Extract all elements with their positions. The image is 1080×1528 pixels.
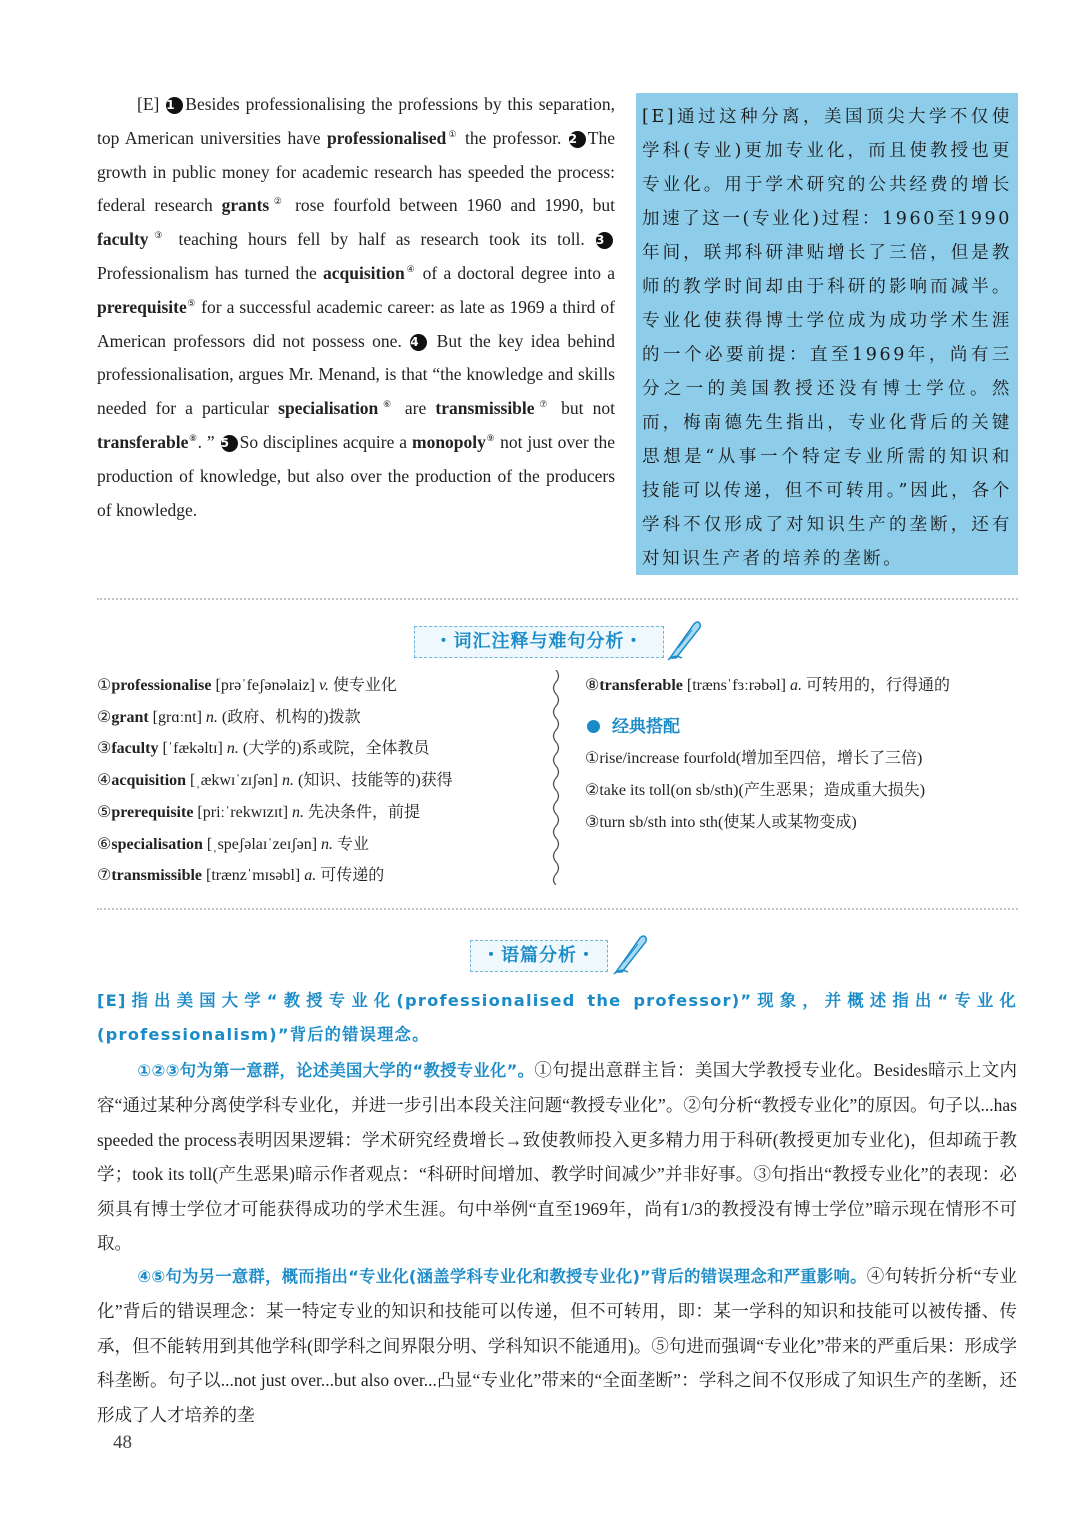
passage-text: So disciplines acquire a bbox=[239, 431, 408, 452]
wavy-divider bbox=[549, 670, 563, 885]
annotation-mark: ③ bbox=[148, 230, 169, 241]
vocab-item bbox=[97, 797, 547, 829]
vocab-number: ⑧ bbox=[585, 677, 600, 694]
vocab-word: professionalised bbox=[326, 127, 447, 148]
vocab-pronunciation: [grɑːnt] bbox=[152, 708, 202, 726]
vocab-pronunciation: [trænzˈmɪsəbl] bbox=[206, 867, 301, 885]
vocab-word: professionalise bbox=[111, 677, 212, 694]
passage-text: But the key idea behind professionalisation, argues Mr. Menand, is that “the knowledge and skills needed for a particular bbox=[97, 330, 615, 419]
vocab-item bbox=[97, 670, 547, 702]
vocab-word: transmissible bbox=[435, 398, 535, 419]
vocab-meaning: 使专业化 bbox=[332, 677, 397, 694]
vocab-right-column bbox=[585, 670, 1025, 839]
analysis-paragraph bbox=[97, 1053, 1017, 1260]
vocab-number: ③ bbox=[97, 740, 112, 758]
passage-text: teaching hours fell by half as research took its toll. bbox=[178, 229, 585, 250]
annotation-mark: ⑤ bbox=[186, 297, 197, 308]
pen-icon bbox=[664, 618, 704, 662]
vocab-meaning: (政府、机构的)拨款 bbox=[221, 708, 361, 726]
divider bbox=[97, 908, 1018, 910]
annotation-mark: ⑥ bbox=[378, 399, 396, 410]
collocation-item: ②take its toll(on sb/sth)(产生恶果；造成重大损失) bbox=[585, 782, 926, 800]
vocab-word: specialisation bbox=[111, 835, 203, 853]
analysis-subhead: ④⑤句为另一意群，概而指出“专业化(涵盖学科专业化和教授专业化)”背后的错误理念和严重影响。 bbox=[137, 1267, 867, 1286]
page-number: 48 bbox=[113, 1432, 132, 1453]
vocab-pos: a. bbox=[304, 867, 317, 885]
vocab-word: monopoly bbox=[412, 431, 486, 452]
vocab-pronunciation: [trænsˈfɜːrəbəl] bbox=[686, 677, 786, 694]
vocab-number: ⑥ bbox=[97, 835, 112, 853]
vocab-number: ⑤ bbox=[97, 803, 112, 821]
collocation-title: 经典搭配 bbox=[612, 716, 680, 737]
vocab-pronunciation: [prəˈfeʃənəlaiz] bbox=[215, 677, 315, 694]
annotation-mark: ⑨ bbox=[485, 433, 496, 444]
vocab-number: ④ bbox=[97, 772, 112, 790]
vocab-pos: n. bbox=[282, 772, 294, 790]
vocab-word: grants bbox=[221, 195, 270, 216]
passage-text: Professionalism has turned the bbox=[97, 262, 317, 283]
vocab-item bbox=[97, 860, 547, 892]
sentence-number: 5 bbox=[221, 435, 238, 452]
collocation-heading bbox=[585, 712, 1025, 744]
vocab-pos: n. bbox=[226, 740, 239, 758]
passage-text: The growth in public money for academic research has speeded the process: federal research bbox=[97, 127, 616, 216]
analysis-paragraph bbox=[97, 1259, 1017, 1432]
vocab-word: transferable bbox=[599, 677, 683, 694]
vocab-list bbox=[97, 670, 547, 892]
vocab-word: acquisition bbox=[323, 262, 405, 283]
vocab-word: faculty bbox=[97, 229, 149, 250]
vocab-meaning: 可传递的 bbox=[320, 867, 385, 885]
vocab-meaning: (大学的)系或院，全体教员 bbox=[242, 740, 430, 758]
vocab-meaning: 先决条件，前提 bbox=[308, 803, 421, 821]
vocab-word: prerequisite bbox=[97, 296, 187, 317]
passage-text: are bbox=[404, 398, 427, 419]
analysis-body: ①句提出意群主旨：美国大学教授专业化。Besides暗示上文内容“通过某种分离使学科专业化，并进一步引出本段关注问题“教授专业化”。②句分析“教授专业化”的原因。句子以...has speeded the process表明因果逻辑：学术研究经费增长→致使教师投入更多精力用于科研(教授更加专业化)，但却疏于教学；took its toll(产生恶果)暗示作者观点：“科研时间增加、教学时间减少”并非好事。③句指出“教授专业化”的表现：必须具有博士学位才可能获得成功的学术生涯。句中举例“直至1969年，尚有1/3的教授没有博士学位”暗示现在情形不可取。 bbox=[97, 1060, 1017, 1254]
vocab-pos: n. bbox=[321, 835, 334, 853]
translation-text: [E]通过这种分离，美国顶尖大学不仅使学科(专业)更加专业化，而且使教授也更专业化。用于学术研究的公共经费的增长加速了这一(专业化)过程：1960至1990年间，联邦科研津贴增长了三倍，但是教师的教学时间却由于科研的影响而减半。专业化使获得博士学位成为成功学术生涯的一个必要前提：直至1969年，尚有三分之一的美国教授还没有博士学位。然而，梅南德先生指出，专业化背后的关键思想是“从事一个特定专业所需的知识和技能可以传递，但不可转用。”因此，各个学科不仅形成了对知识生产的垄断，还有对知识生产者的培养的垄断。 bbox=[642, 107, 1012, 569]
vocab-pronunciation: [ˌspeʃəlaɪˈzeɪʃən] bbox=[206, 835, 318, 853]
vocab-pronunciation: [priːˈrekwɪzɪt] bbox=[197, 803, 289, 821]
vocab-word: prerequisite bbox=[111, 803, 194, 821]
vocab-meaning: 专业 bbox=[337, 835, 370, 853]
analysis-section-header: ・语篇分析・ bbox=[470, 940, 608, 972]
analysis-body: ④句转折分析“专业化”背后的错误理念：某一特定专业的知识和技能可以传递，但不可转用，即：某一学科的知识和技能可以被传播、传承，但不能转用到其他学科(即学科之间界限分明、学科知识不能通用)。⑤句进而强调“专业化”带来的严重后果：形成学科垄断。句子以...not just over...but also over...凸显“专业化”带来的“全面垄断”：学科之间不仅形成了知识生产的垄断，还形成了人才培养的垄 bbox=[97, 1266, 1017, 1425]
vocab-number: ② bbox=[97, 708, 112, 726]
vocab-item bbox=[97, 702, 547, 734]
collocation-item: ①rise/increase fourfold(增加至四倍，增长了三倍) bbox=[585, 750, 923, 768]
annotation-mark: ⑦ bbox=[534, 399, 553, 410]
vocab-meaning: (知识、技能等的)获得 bbox=[298, 772, 453, 790]
vocab-word: specialisation bbox=[278, 398, 379, 419]
passage-text: rose fourfold between 1960 and 1990, but bbox=[295, 195, 616, 216]
vocab-word: grant bbox=[111, 708, 149, 726]
passage-text: the professor. bbox=[464, 127, 562, 148]
collocation-item: ③turn sb/sth into sth(使某人或某物变成) bbox=[585, 813, 857, 831]
vocab-meaning: 可转用的，行得通的 bbox=[806, 677, 951, 694]
vocab-item bbox=[97, 829, 547, 861]
passage-text: . ” bbox=[197, 431, 215, 452]
vocab-pronunciation: [ˌækwɪˈzɪʃən] bbox=[190, 772, 278, 790]
divider bbox=[97, 598, 1018, 600]
bullet-icon bbox=[587, 720, 600, 733]
annotation-mark: ② bbox=[269, 196, 287, 207]
vocab-item bbox=[97, 733, 547, 765]
annotation-mark: ① bbox=[446, 128, 459, 139]
passage-text: for a successful academic career: as late as 1969 a third of American professors did not possess one. bbox=[97, 296, 615, 351]
vocab-word: faculty bbox=[111, 740, 159, 758]
paragraph-tag: [E] bbox=[137, 94, 160, 114]
pen-icon bbox=[610, 932, 650, 976]
passage-text: of a doctoral degree into a bbox=[422, 262, 615, 283]
vocab-pos: n. bbox=[205, 708, 218, 726]
annotation-mark: ⑧ bbox=[188, 433, 198, 444]
vocab-item bbox=[585, 670, 1025, 702]
vocab-pos: v. bbox=[318, 677, 329, 694]
sentence-number: 3 bbox=[596, 232, 613, 249]
vocab-item bbox=[97, 765, 547, 797]
sentence-number: 4 bbox=[410, 334, 427, 351]
passage-text: not just over the production of knowledge, but also over the production of the producers of knowledge. bbox=[97, 431, 616, 520]
vocab-word: transferable bbox=[97, 431, 189, 452]
sentence-number: 2 bbox=[569, 131, 586, 148]
vocab-number: ① bbox=[97, 677, 112, 694]
translation-box bbox=[636, 93, 1018, 575]
vocab-pos: n. bbox=[292, 803, 305, 821]
passage-text: Besides professionalising the professions by this separation, top American universities have bbox=[97, 94, 615, 148]
sentence-number: 1 bbox=[166, 97, 183, 114]
vocab-word: transmissible bbox=[111, 867, 203, 885]
vocab-word: acquisition bbox=[111, 772, 187, 790]
vocab-number: ⑦ bbox=[97, 867, 112, 885]
english-passage bbox=[97, 88, 615, 527]
vocab-section-header: ・词汇注释与难句分析・ bbox=[414, 626, 664, 658]
annotation-mark: ④ bbox=[404, 264, 417, 275]
passage-text: but not bbox=[561, 398, 615, 419]
vocab-pronunciation: [ˈfækəltɪ] bbox=[162, 740, 223, 758]
analysis-summary: [E]指出美国大学“教授专业化(professionalised the professor)”现象，并概述指出“专业化(professionalism)”背后的错误理念。 bbox=[97, 991, 1017, 1044]
analysis-subhead: ①②③句为第一意群，论述美国大学的“教授专业化”。 bbox=[137, 1061, 535, 1080]
vocab-pos: a. bbox=[790, 677, 802, 694]
